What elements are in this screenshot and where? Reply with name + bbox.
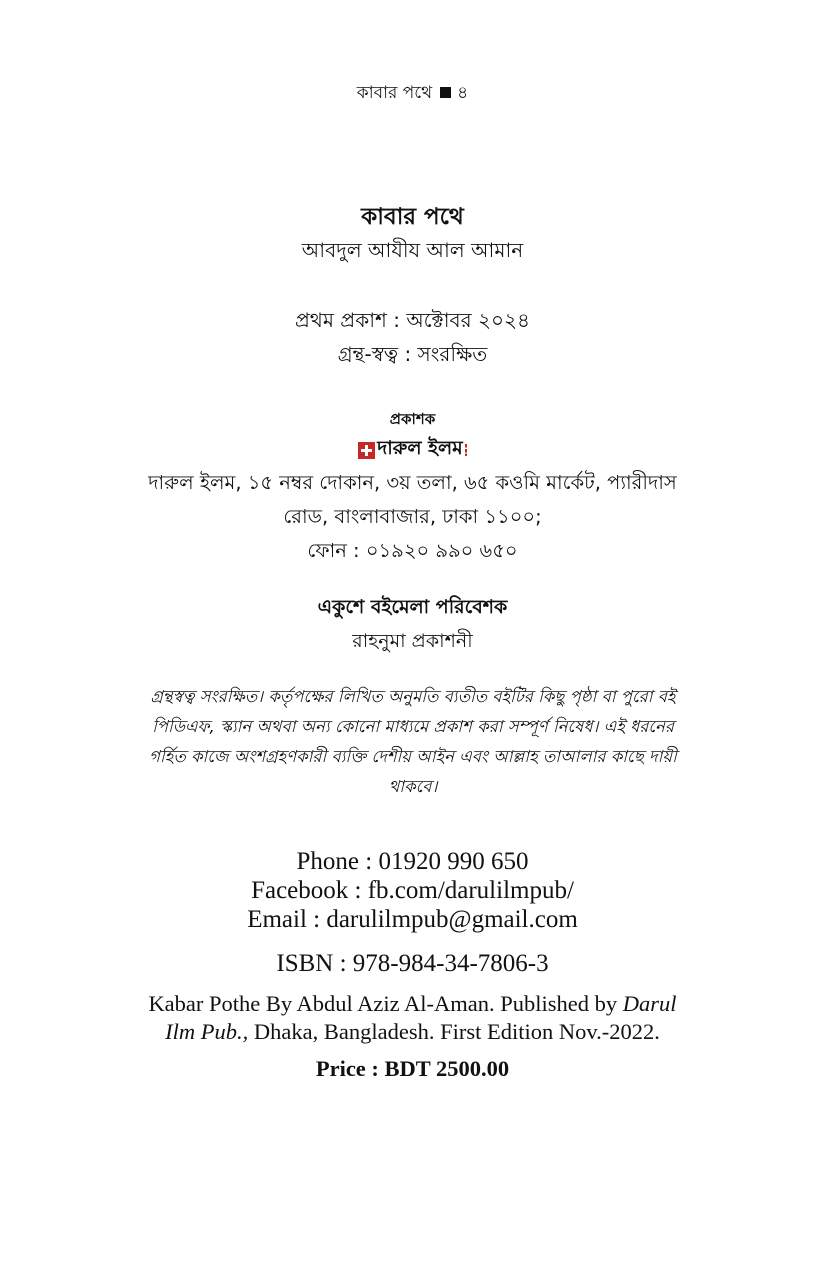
notice-line: গর্হিত কাজে অংশগ্রহণকারী ব্যক্তি দেশীয় আইন এবং আল্লাহ তাআলার কাছে দায়ী — [149, 747, 677, 766]
copyright-notice — [118, 682, 708, 802]
contact-email: Email : darulilmpub@gmail.com — [247, 906, 578, 933]
imprint-text: Kabar Pothe By Abdul Aziz Al-Aman. Published by — [148, 991, 618, 1016]
publisher-label: প্রকাশক — [389, 410, 436, 428]
running-header — [0, 80, 825, 108]
price: Price : BDT 2500.00 — [315, 1056, 510, 1081]
publisher-logo-text: দারুল ইলম — [377, 437, 463, 459]
notice-line: থাকবে। — [388, 777, 438, 796]
imprint-publisher-italic: Ilm Pub., — [165, 1019, 249, 1044]
running-title: কাবার পথে — [356, 83, 433, 103]
page-number: ৪ — [457, 83, 469, 103]
publisher-address-line2: রোড, বাংলাবাজার, ঢাকা ১১০০; — [283, 505, 542, 528]
notice-line: গ্রন্থস্বত্ব সংরক্ষিত। কর্তৃপক্ষের লিখিত অনুমতি ব্যতীত বইটির কিছু পৃষ্ঠা বা পুরো বই — [150, 687, 676, 706]
copyright-line: গ্রন্থ-স্বত্ব : সংরক্ষিত — [337, 342, 488, 366]
first-edition: প্রথম প্রকাশ : অক্টোবর ২০২৪ — [294, 308, 531, 332]
publisher-logo — [0, 434, 825, 466]
contact-phone: Phone : 01920 990 650 — [296, 848, 529, 875]
logo-dots-icon — [465, 444, 467, 456]
notice-line: পিডিএফ, স্ক্যান অথবা অন্য কোনো মাধ্যমে প্রকাশ করা সম্পূর্ণ নিষেধ। এই ধরনের — [152, 717, 674, 736]
book-fair-label: একুশে বইমেলা পরিবেশক — [317, 596, 508, 618]
imprint-line2 — [0, 1019, 825, 1045]
publisher-phone: ফোন : ০১৯২০ ৯৯০ ৬৫০ — [307, 539, 518, 562]
isbn: ISBN : 978-984-34-7806-3 — [276, 950, 549, 977]
square-bullet-icon — [440, 87, 451, 98]
book-title: কাবার পথে — [361, 204, 464, 230]
publisher-address-line1: দারুল ইলম, ১৫ নম্বর দোকান, ৩য় তলা, ৬৫ কওমি মার্কেট, প্যারীদাস — [148, 471, 677, 494]
publisher-logo-icon — [358, 442, 375, 459]
imprint-publisher-italic: Darul — [622, 991, 677, 1016]
imprint-text: Dhaka, Bangladesh. First Edition Nov.-2022. — [253, 1019, 660, 1044]
book-author: আবদুল আযীয আল আমান — [301, 238, 524, 262]
imprint-line1 — [0, 991, 825, 1017]
contact-facebook: Facebook : fb.com/darulilmpub/ — [251, 877, 574, 904]
book-fair-distributor: রাহনুমা প্রকাশনী — [352, 630, 473, 652]
